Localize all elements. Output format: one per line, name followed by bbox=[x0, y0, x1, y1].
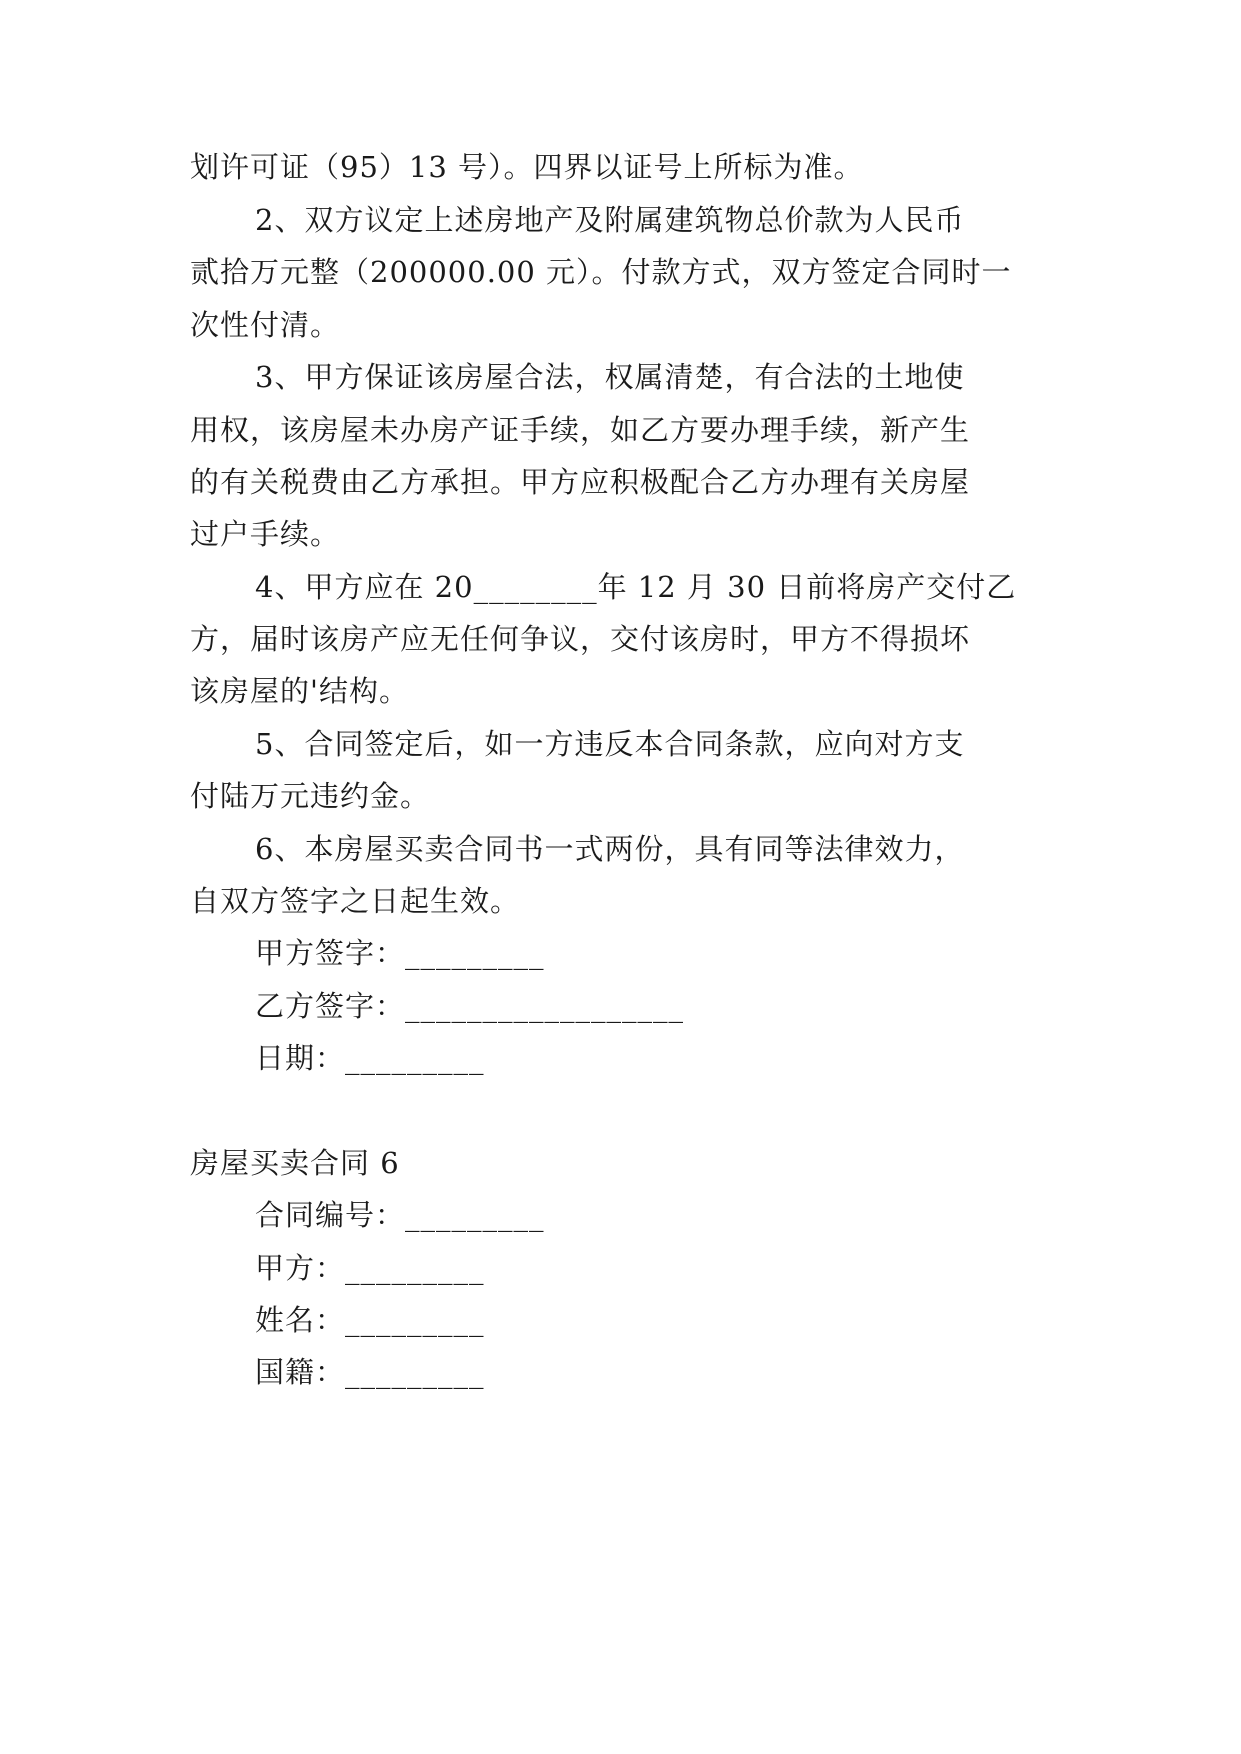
paragraph-line: 付陆万元违约金。 bbox=[190, 779, 431, 813]
nationality-field: 国籍：_________ bbox=[255, 1355, 485, 1389]
paragraph-line: 贰拾万元整（200000.00 元）。付款方式，双方签定合同时一 bbox=[190, 255, 1012, 289]
section-title: 房屋买卖合同 6 bbox=[190, 1146, 400, 1180]
paragraph-line: 4、甲方应在 20________年 12 月 30 日前将房产交付乙 bbox=[255, 570, 1017, 604]
paragraph-line: 2、双方议定上述房地产及附属建筑物总价款为人民币 bbox=[255, 203, 965, 237]
paragraph-line: 的有关税费由乙方承担。甲方应积极配合乙方办理有关房屋 bbox=[190, 465, 971, 499]
paragraph-line: 过户手续。 bbox=[190, 517, 341, 551]
paragraph-line: 划许可证（95）13 号）。四界以证号上所标为准。 bbox=[190, 150, 864, 184]
paragraph-line: 自双方签字之日起生效。 bbox=[190, 884, 521, 918]
signature-party-b: 乙方签字：__________________ bbox=[255, 989, 685, 1023]
paragraph-line: 次性付清。 bbox=[190, 308, 341, 342]
contract-number-field: 合同编号：_________ bbox=[255, 1198, 545, 1232]
paragraph-line: 用权，该房屋未办房产证手续，如乙方要办理手续，新产生 bbox=[190, 413, 971, 447]
paragraph-line: 3、甲方保证该房屋合法，权属清楚，有合法的土地使 bbox=[255, 360, 965, 394]
paragraph-line: 该房屋的'结构。 bbox=[190, 674, 409, 708]
paragraph-line: 方，届时该房产应无任何争议，交付该房时，甲方不得损坏 bbox=[190, 622, 971, 656]
paragraph-line: 5、合同签定后，如一方违反本合同条款，应向对方支 bbox=[255, 727, 965, 761]
signature-date: 日期：_________ bbox=[255, 1041, 485, 1075]
signature-party-a: 甲方签字：_________ bbox=[255, 936, 545, 970]
party-a-field: 甲方：_________ bbox=[255, 1251, 485, 1285]
paragraph-line: 6、本房屋买卖合同书一式两份，具有同等法律效力， bbox=[255, 832, 965, 866]
name-field: 姓名：_________ bbox=[255, 1303, 485, 1337]
